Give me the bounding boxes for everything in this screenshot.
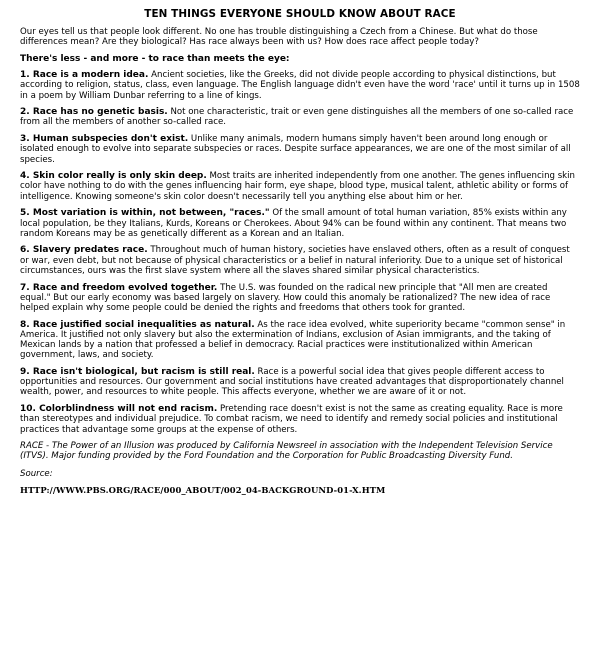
- item-heading: 4. Skin color really is only skin deep.: [20, 171, 207, 182]
- source-url-link[interactable]: HTTP://WWW.PBS.ORG/RACE/000_ABOUT/002_04-BACKGROUND-01-X.HTM: [20, 484, 386, 495]
- source-label: Source:: [20, 468, 53, 479]
- item-text: Race is a powerful social idea that gives people different access to opportunities and resources. Our government and social institutions have created advantages that disproportionately channel wealth, power, and resources to white people. This affects everyone, whether we are aware of it or not.: [20, 366, 564, 398]
- item-heading: 2. Race has no genetic basis.: [20, 107, 168, 118]
- document-title: TEN THINGS EVERYONE SHOULD KNOW ABOUT RACE: [144, 8, 456, 20]
- credit-note: RACE - The Power of an Illusion was produced by California Newsreel in association with the Independent Television Service (ITVS). Major funding provided by the Ford Foundation and the Corporation for Public Broadcasting Diversity Fund.: [20, 441, 553, 462]
- item-9: [20, 367, 580, 398]
- item-8: [20, 320, 580, 361]
- item-7: [20, 283, 580, 314]
- item-heading: 10. Colorblindness will not end racism.: [20, 404, 218, 415]
- item-heading: 5. Most variation is within, not between, "races.": [20, 208, 270, 219]
- item-heading: 1. Race is a modern idea.: [20, 70, 149, 81]
- item-6: [20, 245, 580, 276]
- lead-heading: There's less - and more - to race than meets the eye:: [20, 53, 290, 64]
- item-heading: 7. Race and freedom evolved together.: [20, 282, 218, 293]
- item-text: As the race idea evolved, white superiority became "common sense" in America. It justified not only slavery but also the extermination of Indians, exclusion of Asian immigrants, and the taking of Mexican lands by a nation that professed a belief in democracy. Racial practices were institutionalized within American government, laws, and society.: [20, 319, 566, 361]
- item-heading: 8. Race justified social inequalities as natural.: [20, 319, 255, 330]
- item-heading: 3. Human subspecies don't exist.: [20, 134, 189, 145]
- item-text: Most traits are inherited independently from one another. The genes influencing skin color have nothing to do with the genes influencing hair form, eye shape, blood type, musical talent, athletic ability or forms of intelligence. Knowing someone's skin color doesn't necessarily tell you anything else about him or her.: [20, 171, 575, 202]
- item-text: The U.S. was founded on the radical new principle that "All men are created equal." But our early economy was based largely on slavery. How could this anomaly be rationalized? The new idea of race helped explain why some people could be denied the rights and freedoms that others took for granted.: [20, 282, 551, 313]
- item-text: Ancient societies, like the Greeks, did not divide people according to physical distinctions, but according to religion, status, class, even language. The English language didn't even have the word 'race' until it turns up in 1508 in a poem by William Dunbar referring to a line of kings.: [20, 70, 580, 101]
- item-text: Pretending race doesn't exist is not the same as creating equality. Race is more than stereotypes and individual prejudice. To combat racism, we need to identify and remedy social policies and institutional practices that advantage some groups at the expense of others.: [20, 404, 563, 435]
- item-1: [20, 70, 580, 101]
- item-text: Throughout much of human history, societies have enslaved others, often as a result of conquest or war, even debt, but not because of physical characteristics or a belief in natural inferiority. Due to a unique set of historical circumstances, ours was the first slave system where all the slaves shared similar physical characteristics.: [20, 245, 570, 276]
- item-3: [20, 134, 580, 165]
- item-10: [20, 404, 580, 435]
- item-5: [20, 208, 580, 239]
- item-text: Of the small amount of total human variation, 85% exists within any local population, be they Italians, Kurds, Koreans or Cherokees. About 94% can be found within any continent. That means two random Koreans may be as genetically different as a Korean and an Italian.: [20, 208, 567, 239]
- item-heading: 6. Slavery predates race.: [20, 245, 148, 256]
- item-heading: 9. Race isn't biological, but racism is still real.: [20, 366, 255, 377]
- intro-paragraph: Our eyes tell us that people look different. No one has trouble distinguishing a Czech from a Chinese. But what do those differences mean? Are they biological? Has race always been with us? How does race affect people today?: [20, 27, 538, 48]
- item-text: Unlike many animals, modern humans simply haven't been around long enough or isolated enough to evolve into separate subspecies or races. Despite surface appearances, we are one of the most similar of all species.: [20, 134, 571, 165]
- item-4: [20, 171, 580, 202]
- item-2: [20, 107, 580, 127]
- item-text: Not one characteristic, trait or even gene distinguishes all the members of one so-called race from all the members of another so-called race.: [20, 107, 574, 128]
